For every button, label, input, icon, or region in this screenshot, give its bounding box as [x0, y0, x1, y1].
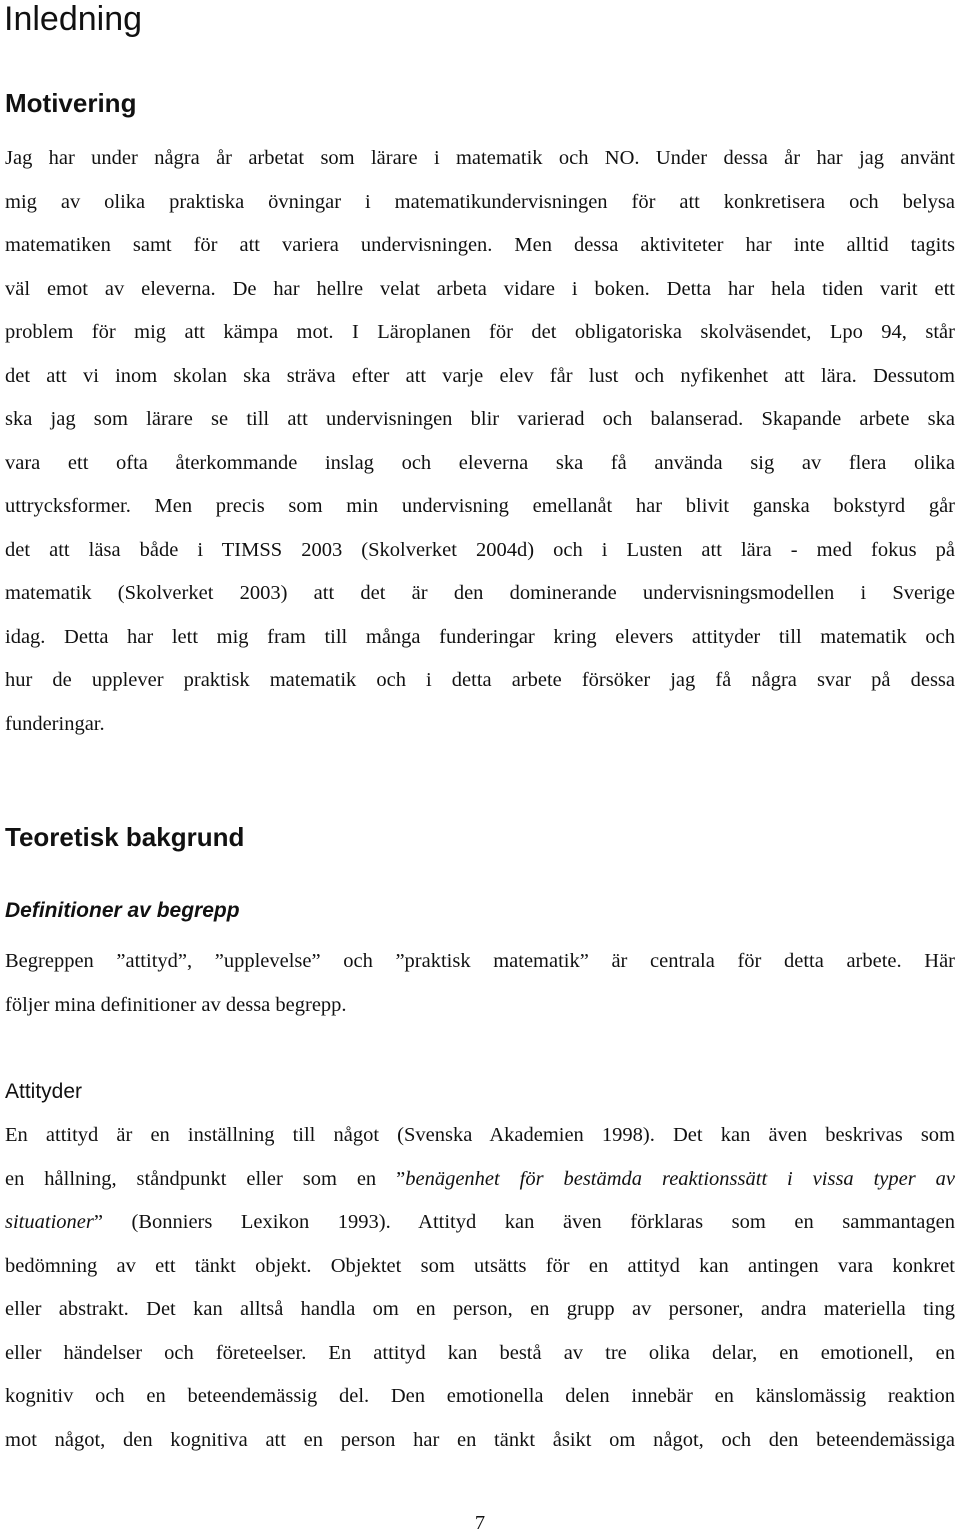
- paragraph-line: matematik (Skolverket 2003) att det är den dominerande undervisningsmodellen i Sverige: [5, 582, 955, 604]
- paragraph-line: kognitiv och en beteendemässig del. Den emotionella delen innebär en känslomässig reaktion: [5, 1385, 955, 1407]
- paragraph-line: mot något, den kognitiva att en person har en tänkt åsikt om något, och den beteendemässiga: [5, 1428, 955, 1451]
- page-number: 7: [474, 1512, 486, 1534]
- paragraph-line: det att vi inom skolan ska sträva efter att varje elev får lust och nyfikenhet att lära. Dessutom: [5, 364, 955, 387]
- text-run: en hållning, ståndpunkt eller som en ”: [5, 1167, 406, 1190]
- paragraph-line: vara ett ofta återkommande inslag och eleverna ska få använda sig av flera olika: [5, 451, 955, 474]
- paragraph-line: funderingar.: [5, 712, 105, 735]
- italic-quote: benägenhet för bestämda reaktionssätt i vissa typer av: [405, 1167, 955, 1190]
- paragraph-line: [5, 1201, 955, 1245]
- paragraph-line: hur de upplever praktisk matematik och i detta arbete försöker jag få några svar på dessa: [5, 669, 955, 691]
- paragraph-definitioner: [5, 940, 955, 1027]
- paragraph-line: idag. Detta har lett mig fram till många funderingar kring elevers attityder till matematik och: [5, 625, 955, 648]
- paragraph-attityder: [5, 1114, 955, 1462]
- paragraph-line: uttrycksformer. Men precis som min undervisning emellanåt har blivit ganska bokstyrd går: [5, 495, 955, 517]
- heading-inledning: Inledning: [4, 0, 143, 38]
- paragraph-line: [5, 1158, 955, 1202]
- paragraph-line: följer mina definitioner av dessa begrepp.: [5, 993, 347, 1016]
- heading-attityder: Attityder: [5, 1080, 83, 1103]
- text-run: ” (Bonniers Lexikon 1993). Attityd kan även förklaras som en sammantagen: [93, 1211, 955, 1233]
- paragraph-line: Jag har under några år arbetat som lärare i matematik och NO. Under dessa år har jag använt: [5, 147, 955, 169]
- paragraph-line: Begreppen ”attityd”, ”upplevelse” och ”praktisk matematik” är centrala för detta arbete. Här: [5, 950, 955, 972]
- italic-quote: situationer: [5, 1211, 94, 1233]
- paragraph-line: det att läsa både i TIMSS 2003 (Skolverket 2004d) och i Lusten att lära - med fokus på: [5, 538, 955, 561]
- heading-teoretisk-bakgrund: Teoretisk bakgrund: [5, 822, 245, 852]
- paragraph-line: matematiken samt för att variera undervisningen. Men dessa aktiviteter har inte alltid tagits: [5, 234, 955, 256]
- paragraph-line: problem för mig att kämpa mot. I Läroplanen för det obligatoriska skolväsendet, Lpo 94, står: [5, 321, 955, 343]
- paragraph-line: eller abstrakt. Det kan alltså handla om en person, en grupp av personer, andra materiella ting: [5, 1298, 955, 1320]
- heading-motivering: Motivering: [5, 88, 137, 118]
- paragraph-line: mig av olika praktiska övningar i matematikundervisningen för att konkretisera och belysa: [5, 190, 955, 213]
- paragraph-motivering: [5, 137, 955, 746]
- paragraph-line: väl emot av eleverna. De har hellre velat arbeta vidare i boken. Detta har hela tiden varit ett: [5, 277, 955, 300]
- heading-definitioner: Definitioner av begrepp: [5, 899, 240, 922]
- paragraph-line: bedömning av ett tänkt objekt. Objektet som utsätts för en attityd kan antingen vara konkret: [5, 1254, 955, 1277]
- paragraph-line: ska jag som lärare se till att undervisningen blir varierad och balanserad. Skapande arbete ska: [5, 408, 955, 430]
- paragraph-line: En attityd är en inställning till något (Svenska Akademien 1998). Det kan även beskrivas som: [5, 1124, 955, 1146]
- paragraph-line: eller händelser och företeelser. En attityd kan bestå av tre olika delar, en emotionell, en: [5, 1341, 955, 1364]
